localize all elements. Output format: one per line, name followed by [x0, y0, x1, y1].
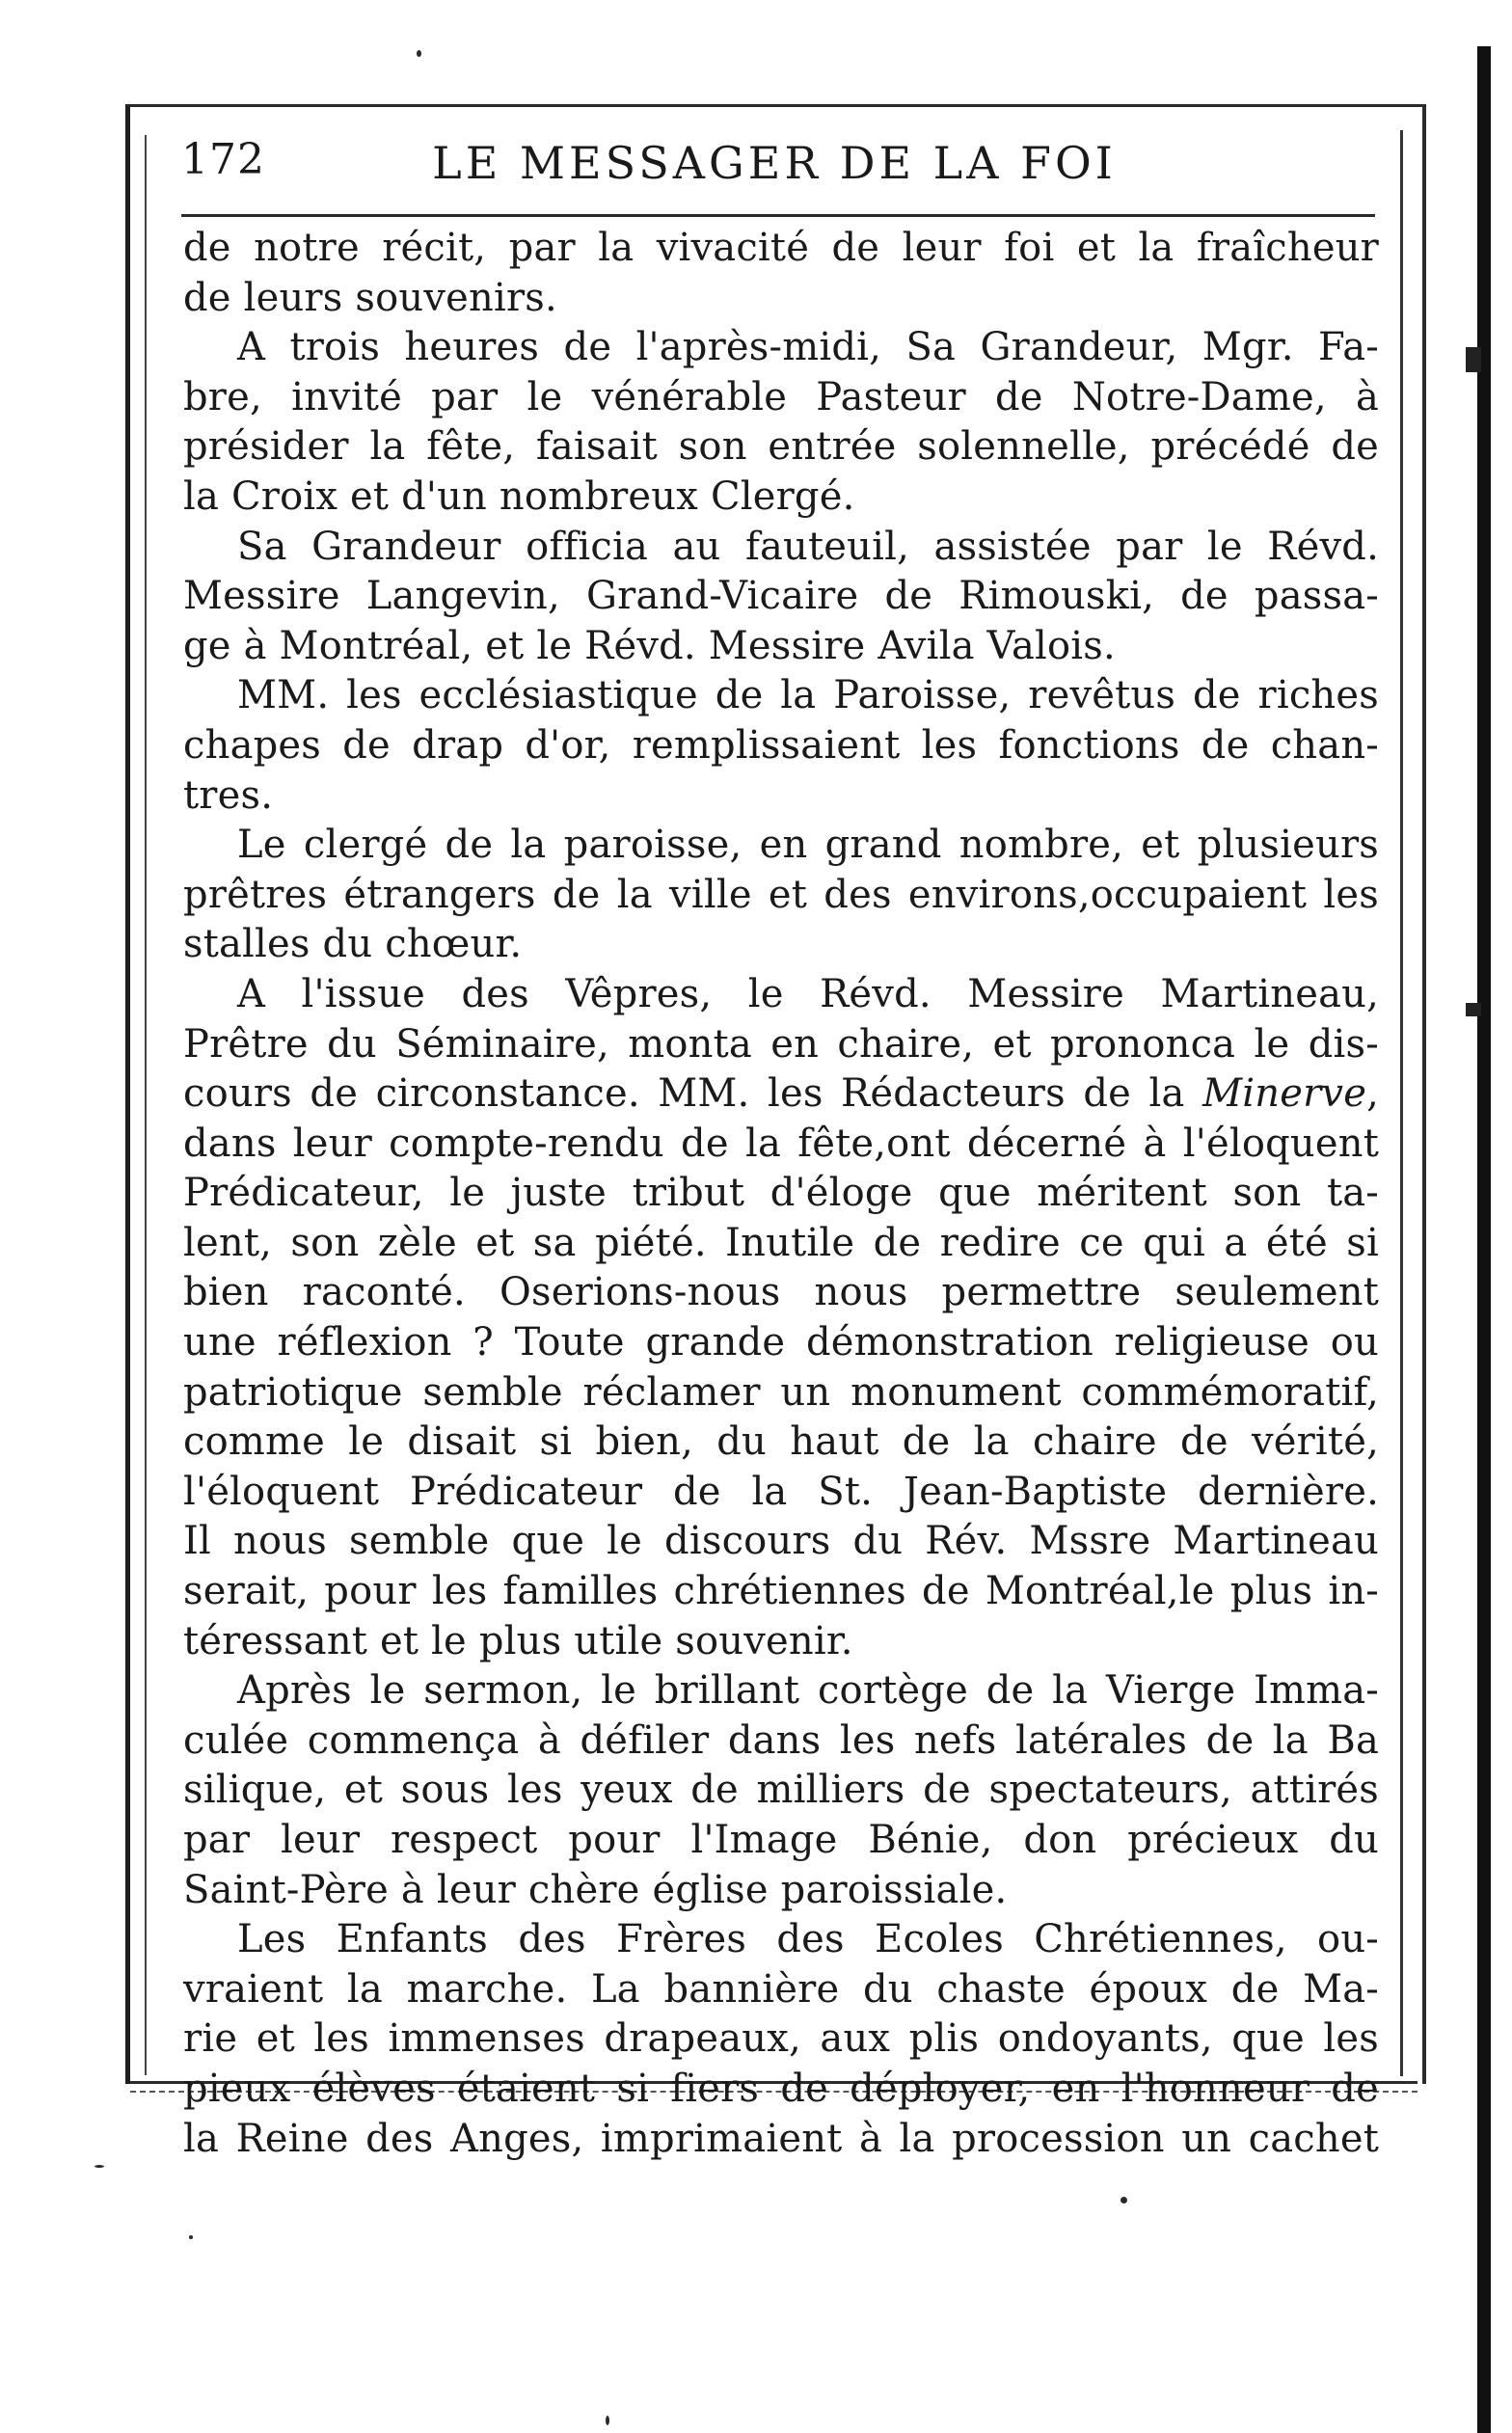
text-line: l'éloquent Prédicateur de la St. Jean-Baptiste dernière.	[183, 1469, 1379, 1514]
header-rule	[181, 214, 1375, 217]
text-line: Il nous semble que le discours du Rév. Mssre Martineau	[183, 1519, 1379, 1564]
text-line: pieux élèves étaient si fiers de déployer, en l'honneur de	[183, 2066, 1379, 2111]
text-line: Messire Langevin, Grand-Vicaire de Rimouski, de passa-	[183, 574, 1379, 619]
text-line: A l'issue des Vêpres, le Révd. Messire Martineau,	[237, 971, 1379, 1016]
text-line: prêtres étrangers de la ville et des environs,occupaient les	[183, 872, 1379, 917]
page-number: 172	[181, 135, 265, 184]
frame-inner-right-rule	[1400, 130, 1403, 2076]
binding-notch	[1466, 1003, 1481, 1016]
text-line: Prédicateur, le juste tribut d'éloge que méritent son ta-	[183, 1171, 1379, 1216]
text-line: Après le sermon, le brillant cortège de la Vierge Imma-	[237, 1668, 1379, 1714]
text-line: de notre récit, par la vivacité de leur foi et la fraîcheur	[183, 226, 1379, 270]
binding-notch	[1466, 347, 1481, 372]
text-line: bien raconté. Oserions-nous nous permettre seulement	[183, 1270, 1379, 1315]
text-line: bre, invité par le vénérable Pasteur de Notre-Dame, à	[183, 374, 1379, 419]
text-line: par leur respect pour l'Image Bénie, don précieux du	[183, 1818, 1379, 1862]
text-line: patriotique semble réclamer un monument commémoratif,	[183, 1369, 1379, 1415]
text-line: la Reine des Anges, imprimaient à la procession un cachet	[183, 2116, 1379, 2161]
italic-title: Minerve	[1202, 1071, 1367, 1117]
text-line: Sa Grandeur officia au fauteuil, assistée par le Révd.	[237, 524, 1379, 569]
text-line: A trois heures de l'après-midi, Sa Grandeur, Mgr. Fa-	[237, 325, 1379, 370]
text-line: vraient la marche. La bannière du chaste époux de Ma-	[183, 1966, 1379, 2012]
text-line: Saint-Père à leur chère église paroissiale.	[183, 1867, 1008, 1912]
body-text	[183, 224, 1379, 2164]
text-line: ge à Montréal, et le Révd. Messire Avila Valois.	[183, 623, 1116, 668]
binding-edge	[1477, 46, 1491, 2433]
text-line: chapes de drap d'or, remplissaient les fonctions de chan-	[183, 722, 1379, 768]
text-line: lent, son zèle et sa piété. Inutile de redire ce qui a été si	[183, 1220, 1379, 1265]
text-line: stalles du chœur.	[183, 922, 523, 967]
text-line: tres.	[183, 772, 274, 818]
running-header	[181, 135, 1367, 193]
text-line: comme le disait si bien, du haut de la chaire de vérité,	[183, 1419, 1379, 1465]
text-line: serait, pour les familles chrétiennes de Montréal,le plus in-	[183, 1569, 1379, 1614]
text-line: présider la fête, faisait son entrée solennelle, précédé de	[183, 424, 1379, 470]
text-line: Le clergé de la paroisse, en grand nombre, et plusieurs	[237, 823, 1379, 868]
text-line: culée commença à défiler dans les nefs latérales de la Ba	[183, 1717, 1379, 1763]
text-line: MM. les ecclésiastique de la Paroisse, revêtus de riches	[237, 673, 1379, 718]
text-line: Prêtre du Séminaire, monta en chaire, et prononca le dis-	[183, 1021, 1379, 1067]
text-line: une réflexion ? Toute grande démonstration religieuse ou	[183, 1320, 1379, 1365]
running-title: LE MESSAGER DE LA FOI	[432, 137, 1117, 189]
text-line: dans leur compte-rendu de la fête,ont décerné à l'éloquent	[183, 1121, 1379, 1166]
text-line: la Croix et d'un nombreux Clergé.	[183, 473, 855, 519]
text-line: rie et les immenses drapeaux, aux plis ondoyants, que les	[183, 2016, 1379, 2062]
text-line: téressant et le plus utile souvenir.	[183, 1618, 853, 1663]
text-line: Les Enfants des Frères des Ecoles Chrétiennes, ou-	[237, 1917, 1379, 1962]
frame-inner-left-rule	[145, 135, 147, 2075]
text-line: silique, et sous les yeux de milliers de spectateurs, attirés	[183, 1768, 1379, 1813]
text-line: cours de circonstance. MM. les Rédacteurs de la Minerve,	[183, 1071, 1379, 1117]
text-line: de leurs souvenirs.	[183, 275, 557, 320]
